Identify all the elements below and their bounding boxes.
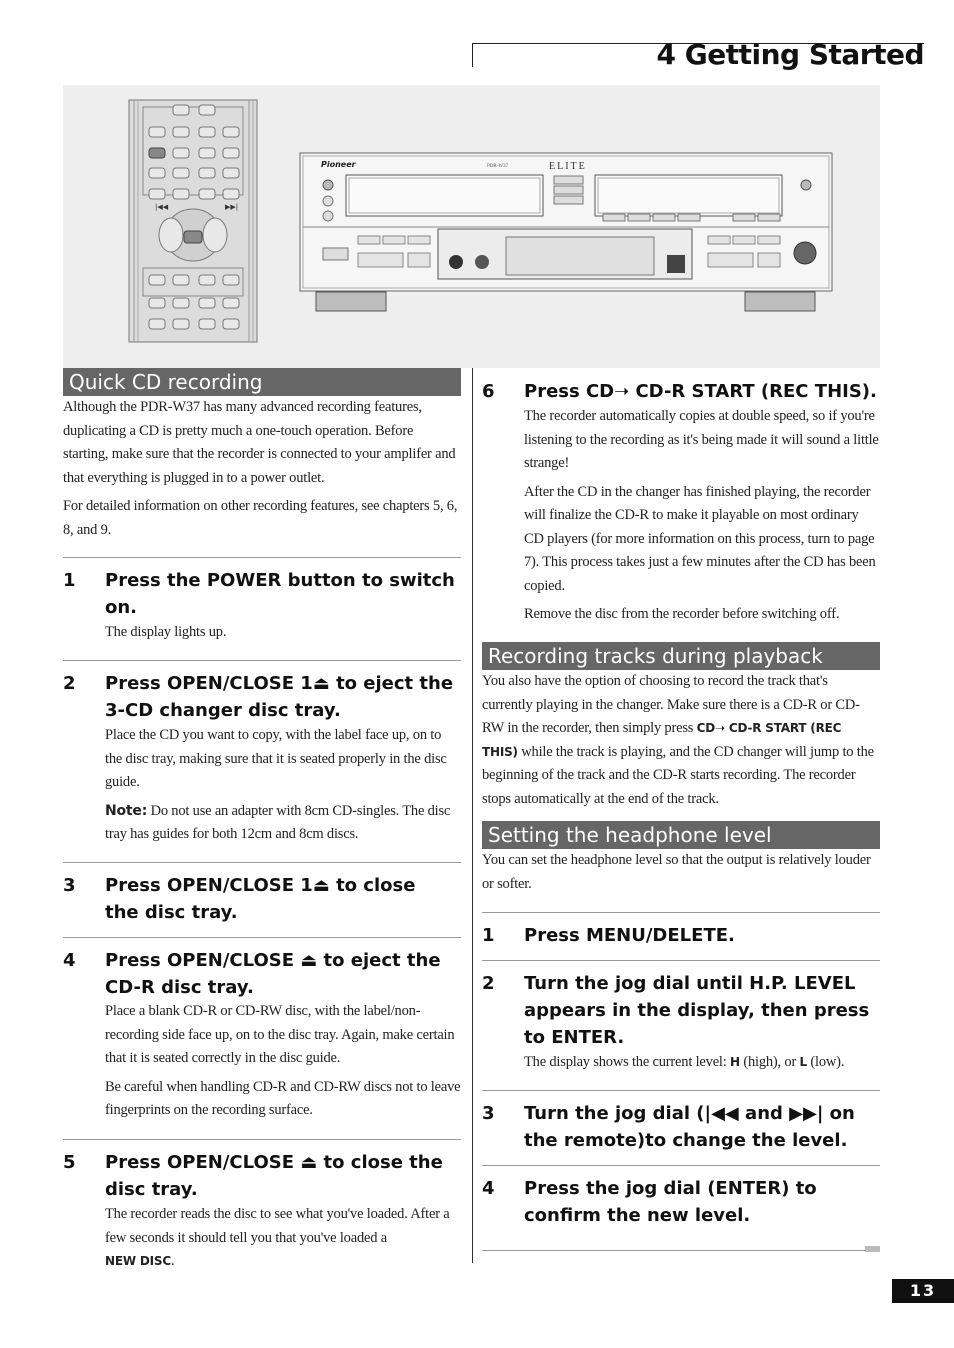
step-1-body [105,621,461,650]
remote-control-drawing [129,100,257,342]
step-number: 3 [63,875,76,896]
divider [63,1139,461,1140]
headphone-step-1 [482,922,880,952]
step-title: Press OPEN/CLOSE 1⏏ to eject the 3-CD changer disc tray. [105,673,454,721]
divider [63,937,461,938]
column-divider [472,368,473,1263]
step-title: Press MENU/DELETE. [524,925,735,946]
cd-recorder-drawing [300,153,832,311]
headphone-step-2-body [524,1051,880,1080]
headphone-step-2 [482,970,880,1052]
step-body-text: After the CD in the changer has finished playing, the recorder will finalize the CD-R to make it playable on most ordinary CD players (for more information on this process, turn to page 7). This process takes just a few minutes after the CD has been copied. [524,483,876,594]
divider [482,960,880,961]
step-6 [482,378,880,408]
step-title: Press OPEN/CLOSE ⏏ to eject the CD-R disc tray. [105,950,441,998]
step-title: Press CD➝ CD-R START (REC THIS). [524,381,877,402]
step-number: 2 [63,673,76,694]
intro-paragraph-2: For detailed information on other recording features, see chapters 5, 6, 8, and 9. [63,498,458,538]
headphone-step-3 [482,1100,880,1156]
step-body-text: Place a blank CD-R or CD-RW disc, with the label/non-recording side face up, on to the disc tray. Again, make certain that it is seated correctly in the disc guide. [105,1003,455,1066]
note-text: Do not use an adapter with 8cm CD-singles. The disc tray has guides for both 12cm and 8cm discs. [105,802,451,842]
step-2 [63,670,461,726]
section-title-headphone-level: Setting the headphone level [482,821,880,849]
step-number: 4 [482,1178,495,1199]
step-number: 1 [482,925,495,946]
step-5-body [105,1203,461,1279]
svg-text:|◀◀: |◀◀ [155,203,169,211]
body-text: You also have the option of choosing to record the track that's currently playing in the changer. Make sure there is a CD-R or CD-RW in the recorder, then simply press [482,673,860,736]
step-5 [63,1149,461,1205]
recording-tracks-text [482,670,880,816]
step-body-text: The recorder reads the disc to see what you've loaded. After a few seconds it should tell you that you've loaded a [105,1206,450,1246]
step-title: Turn the jog dial until H.P. LEVEL appears in the display, then press to ENTER. [524,973,870,1048]
header-tick [472,43,473,67]
divider [482,912,880,913]
step-number: 1 [63,570,76,591]
step-number: 6 [482,381,495,402]
headphone-step-4 [482,1175,880,1231]
step-3 [63,872,461,928]
note-label: Note: [105,802,148,819]
headphone-intro-text [482,849,880,901]
divider [482,1165,880,1166]
section-title-recording-tracks: Recording tracks during playback [482,642,880,670]
step-body-text: Be careful when handling CD-R and CD-RW discs not to leave fingerprints on the recording surface. [105,1078,461,1118]
divider [482,1250,865,1251]
divider [63,660,461,661]
body-text: You can set the headphone level so that the output is relatively louder or softer. [482,852,871,892]
recorder-and-remote-drawing [63,85,880,368]
page-number: 13 [892,1279,954,1303]
intro-text [63,396,461,547]
new-disc-label: NEW DISC [105,1254,171,1268]
step-body-text: Place the CD you want to copy, with the label face up, on to the disc tray, making sure that it is seated properly in the disc guide. [105,727,447,790]
step-4-body [105,1000,461,1128]
step-number: 5 [63,1152,76,1173]
body-text: The display shows the current level: [524,1054,727,1070]
step-title: Turn the jog dial (|◀◀ and ▶▶| on the remote)to change the level. [524,1103,855,1151]
step-number: 2 [482,973,495,994]
divider [63,557,461,558]
step-1 [63,567,461,623]
svg-text:▶▶|: ▶▶| [225,203,239,211]
step-body-text: The display lights up. [105,624,227,640]
step-body-text: The recorder automatically copies at double speed, so if you're listening to the recording as it's being made it will sound a little strange! [524,408,879,471]
svg-text:ELITE: ELITE [549,161,587,172]
section-title-quick-cd-recording: Quick CD recording [63,368,461,396]
body-text: (high), or [743,1054,797,1070]
step-6-body [524,405,880,632]
svg-text:PDR-W37: PDR-W37 [487,164,509,169]
body-text: while the track is playing, and the CD changer will jump to the beginning of the track and the CD-R starts recording. The recorder stops automatically at the end of the track. [482,743,874,807]
divider [63,862,461,863]
svg-text:Pioneer: Pioneer [321,160,356,169]
end-mark [865,1246,880,1252]
divider [482,1090,880,1091]
step-4 [63,947,461,1003]
step-note [105,800,461,847]
rec-this-label: CD➝ CD-R START (REC THIS) [482,721,842,759]
chapter-title: 4 Getting Started [656,38,924,71]
step-number: 3 [482,1103,495,1124]
level-high-label: H [730,1055,740,1069]
step-body-text: Remove the disc from the recorder before switching off. [524,606,840,622]
step-title: Press OPEN/CLOSE ⏏ to close the disc tray. [105,1152,443,1200]
intro-paragraph-1: Although the PDR-W37 has many advanced recording features, duplicating a CD is pretty much a one-touch operation. Before starting, make sure that the recorder is connected to your amplifer and that everything is plugged in to a power outlet. [63,399,456,486]
product-illustration [63,85,880,368]
step-title: Press the jog dial (ENTER) to confirm the new level. [524,1178,817,1226]
punctuation: . [170,1253,175,1269]
step-title: Press the POWER button to switch on. [105,570,455,618]
step-number: 4 [63,950,76,971]
level-low-label: L [799,1055,807,1069]
step-title: Press OPEN/CLOSE 1⏏ to close the disc tray. [105,875,416,923]
step-2-body [105,724,461,852]
body-text: (low). [810,1054,845,1070]
